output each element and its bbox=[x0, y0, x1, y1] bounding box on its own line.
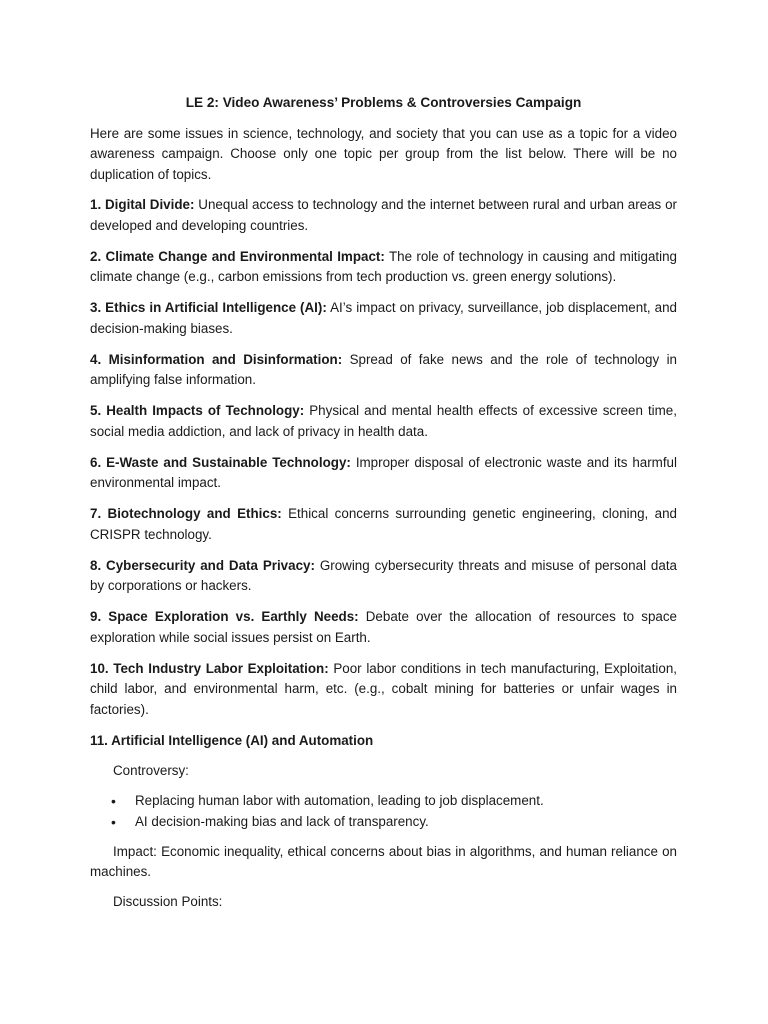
topic-heading: 6. E-Waste and Sustainable Technology: bbox=[90, 454, 351, 470]
topic-heading: 4. Misinformation and Disinformation: bbox=[90, 351, 343, 367]
topic-list bbox=[90, 195, 677, 720]
topic-description: Poor labor conditions in tech manufacturing, Exploitation, child labor, and environmental harm, etc. (e.g., cobalt mining for batteries or unfair wages in factories). bbox=[90, 660, 678, 717]
topic-description: Growing cybersecurity threats and misuse of personal data by corporations or hackers. bbox=[90, 557, 677, 593]
topic-heading: 1. Digital Divide: bbox=[90, 197, 195, 212]
topic-description: Spread of fake news and the role of technology in amplifying false information. bbox=[90, 351, 677, 387]
list-item bbox=[90, 791, 677, 812]
section-11-heading: 11. Artificial Intelligence (AI) and Automation bbox=[90, 732, 374, 748]
topic-paragraph bbox=[90, 659, 677, 721]
bullet-icon: • bbox=[111, 813, 116, 830]
intro-paragraph: Here are some issues in science, technology, and society that you can use as a topic for a video awareness campaign. Choose only one topic per group from the list below. There will be no duplication of topics. bbox=[90, 125, 677, 182]
topic-description: Debate over the allocation of resources to space exploration while social issues persist on Earth. bbox=[90, 609, 677, 645]
topic-heading: 3. Ethics in Artificial Intelligence (AI): bbox=[90, 300, 327, 315]
topic-heading: 10. Tech Industry Labor Exploitation: bbox=[90, 660, 329, 676]
topic-description: Ethical concerns surrounding genetic engineering, cloning, and CRISPR technology. bbox=[90, 506, 677, 542]
document-page bbox=[90, 88, 677, 922]
topic-description: AI’s impact on privacy, surveillance, job displacement, and decision-making biases. bbox=[90, 300, 677, 336]
topic-paragraph bbox=[90, 350, 677, 391]
impact-paragraph: Impact: Economic inequality, ethical concerns about bias in algorithms, and human reliance on machines. bbox=[90, 843, 677, 879]
topic-heading: 2. Climate Change and Environmental Impact: bbox=[90, 248, 385, 264]
topic-heading: 7. Biotechnology and Ethics: bbox=[90, 506, 282, 521]
topic-paragraph bbox=[90, 195, 677, 236]
topic-description: Improper disposal of electronic waste and its harmful environmental impact. bbox=[90, 454, 677, 490]
topic-paragraph bbox=[90, 504, 677, 545]
topic-paragraph bbox=[90, 401, 677, 442]
discussion-points-label: Discussion Points: bbox=[113, 894, 223, 909]
bullet-icon: • bbox=[111, 793, 116, 809]
topic-paragraph bbox=[90, 453, 677, 494]
controversy-list bbox=[90, 791, 677, 832]
topic-heading: 8. Cybersecurity and Data Privacy: bbox=[90, 557, 315, 573]
list-item-text: Replacing human labor with automation, leading to job displacement. bbox=[135, 793, 544, 808]
topic-paragraph bbox=[90, 298, 677, 339]
topic-paragraph bbox=[90, 556, 677, 597]
topic-description: Unequal access to technology and the internet between rural and urban areas or developed and developing countries. bbox=[90, 197, 678, 233]
topic-description: The role of technology in causing and mitigating climate change (e.g., carbon emissions from tech production vs. green energy solutions). bbox=[90, 248, 677, 284]
list-item-text: AI decision-making bias and lack of transparency. bbox=[135, 813, 429, 829]
controversy-label: Controversy: bbox=[113, 763, 189, 778]
topic-paragraph bbox=[90, 247, 677, 288]
topic-heading: 9. Space Exploration vs. Earthly Needs: bbox=[90, 609, 359, 624]
document-title: LE 2: Video Awareness’ Problems & Controversies Campaign bbox=[185, 95, 582, 110]
list-item bbox=[90, 812, 677, 833]
topic-paragraph bbox=[90, 607, 677, 648]
topic-description: Physical and mental health effects of excessive screen time, social media addiction, and lack of privacy in health data. bbox=[90, 403, 677, 439]
topic-heading: 5. Health Impacts of Technology: bbox=[90, 403, 305, 418]
